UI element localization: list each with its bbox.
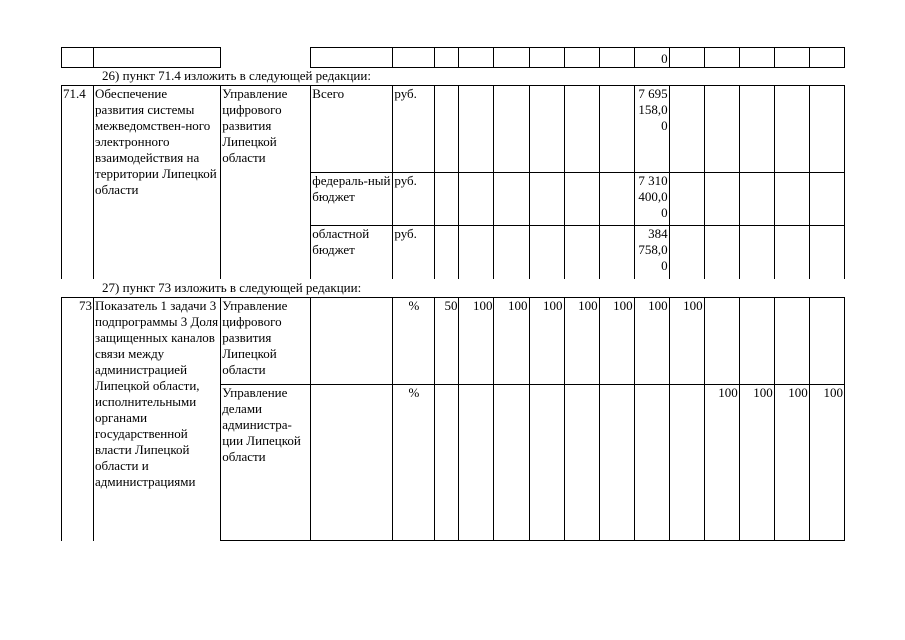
value-cell (809, 226, 844, 279)
value-cell (809, 86, 844, 173)
value-cell (704, 226, 739, 279)
unit-cell: руб. (393, 86, 435, 173)
federal-value: 7 310 400,0 0 (634, 173, 669, 226)
value-cell (435, 385, 459, 541)
value-cell (435, 226, 459, 279)
top-val-cell (774, 48, 809, 68)
total-value: 7 695 158,0 0 (634, 86, 669, 173)
value-cell (669, 226, 704, 279)
value-cell (774, 298, 809, 385)
top-source-cell (311, 48, 393, 68)
top-value: 0 (634, 48, 669, 68)
value-cell (599, 173, 634, 226)
value-cell (599, 226, 634, 279)
top-val-cell (704, 48, 739, 68)
value-cell: 100 (599, 298, 634, 385)
value-cell (739, 226, 774, 279)
unit-cell: % (393, 385, 435, 541)
unit-cell: руб. (393, 173, 435, 226)
value-cell (774, 173, 809, 226)
value-cell: 100 (739, 385, 774, 541)
value-cell (809, 298, 844, 385)
value-cell: 100 (704, 385, 739, 541)
value-cell: 100 (529, 298, 564, 385)
value-cell (669, 173, 704, 226)
top-unit-cell (393, 48, 435, 68)
value-cell: 100 (459, 298, 494, 385)
value-cell (669, 86, 704, 173)
top-val-cell (494, 48, 529, 68)
measure-name: Обеспечение развития системы межведомствен-ного электронного взаимодействия на территории Липецкой области (94, 86, 221, 279)
note-27: 27) пункт 73 изложить в следующей редакции: (102, 280, 362, 295)
value-cell (809, 173, 844, 226)
top-val-cell (739, 48, 774, 68)
executor-name: Управление цифрового развития Липецкой области (221, 86, 311, 279)
value-cell (704, 173, 739, 226)
value-cell (564, 385, 599, 541)
value-cell (739, 173, 774, 226)
top-num-cell (62, 48, 94, 68)
source-cell (311, 385, 393, 541)
value-cell (529, 226, 564, 279)
top-val-cell (564, 48, 599, 68)
value-cell (494, 86, 529, 173)
top-val-cell (459, 48, 494, 68)
source-cell: областной бюджет (311, 226, 393, 279)
value-cell (494, 385, 529, 541)
value-cell (529, 86, 564, 173)
value-cell (435, 173, 459, 226)
value-cell: 100 (634, 298, 669, 385)
value-cell: 100 (774, 385, 809, 541)
value-cell (459, 226, 494, 279)
unit-cell: руб. (393, 226, 435, 279)
value-cell (634, 385, 669, 541)
value-cell (739, 86, 774, 173)
top-val-cell (435, 48, 459, 68)
value-cell: 100 (669, 298, 704, 385)
top-val-cell (599, 48, 634, 68)
value-cell (529, 385, 564, 541)
value-cell (494, 173, 529, 226)
value-cell (459, 86, 494, 173)
top-gap-cell (221, 48, 311, 68)
value-cell (529, 173, 564, 226)
value-cell (669, 385, 704, 541)
top-name-cell (94, 48, 221, 68)
source-cell: федераль-ный бюджет (311, 173, 393, 226)
row-number: 73 (62, 298, 94, 541)
row-73-table (61, 297, 845, 541)
value-cell (459, 385, 494, 541)
note-26: 26) пункт 71.4 изложить в следующей редакции: (102, 68, 371, 83)
source-cell (311, 298, 393, 385)
value-cell (704, 298, 739, 385)
row-71-4-table (61, 85, 845, 279)
regional-value: 384 758,0 0 (634, 226, 669, 279)
value-cell (599, 385, 634, 541)
value-cell (739, 298, 774, 385)
executor-name: Управление цифрового развития Липецкой области (221, 298, 311, 385)
value-cell: 50 (435, 298, 459, 385)
top-fragment-table (61, 47, 845, 68)
value-cell (564, 86, 599, 173)
top-val-cell (809, 48, 844, 68)
value-cell (774, 86, 809, 173)
indicator-name: Показатель 1 задачи 3 подпрограммы 3 Доля защищенных каналов связи между администрацией Липецкой области, исполнительными органами государственной власти Липецкой области и администрациями (94, 298, 221, 541)
value-cell (774, 226, 809, 279)
top-val-cell (529, 48, 564, 68)
row-number: 71.4 (62, 86, 94, 279)
value-cell: 100 (564, 298, 599, 385)
unit-cell: % (393, 298, 435, 385)
value-cell: 100 (809, 385, 844, 541)
value-cell (435, 86, 459, 173)
value-cell (704, 86, 739, 173)
value-cell: 100 (494, 298, 529, 385)
value-cell (564, 173, 599, 226)
value-cell (564, 226, 599, 279)
top-val-cell (669, 48, 704, 68)
value-cell (599, 86, 634, 173)
value-cell (494, 226, 529, 279)
executor-name: Управление делами администра-ции Липецкой области (221, 385, 311, 541)
source-cell: Всего (311, 86, 393, 173)
value-cell (459, 173, 494, 226)
